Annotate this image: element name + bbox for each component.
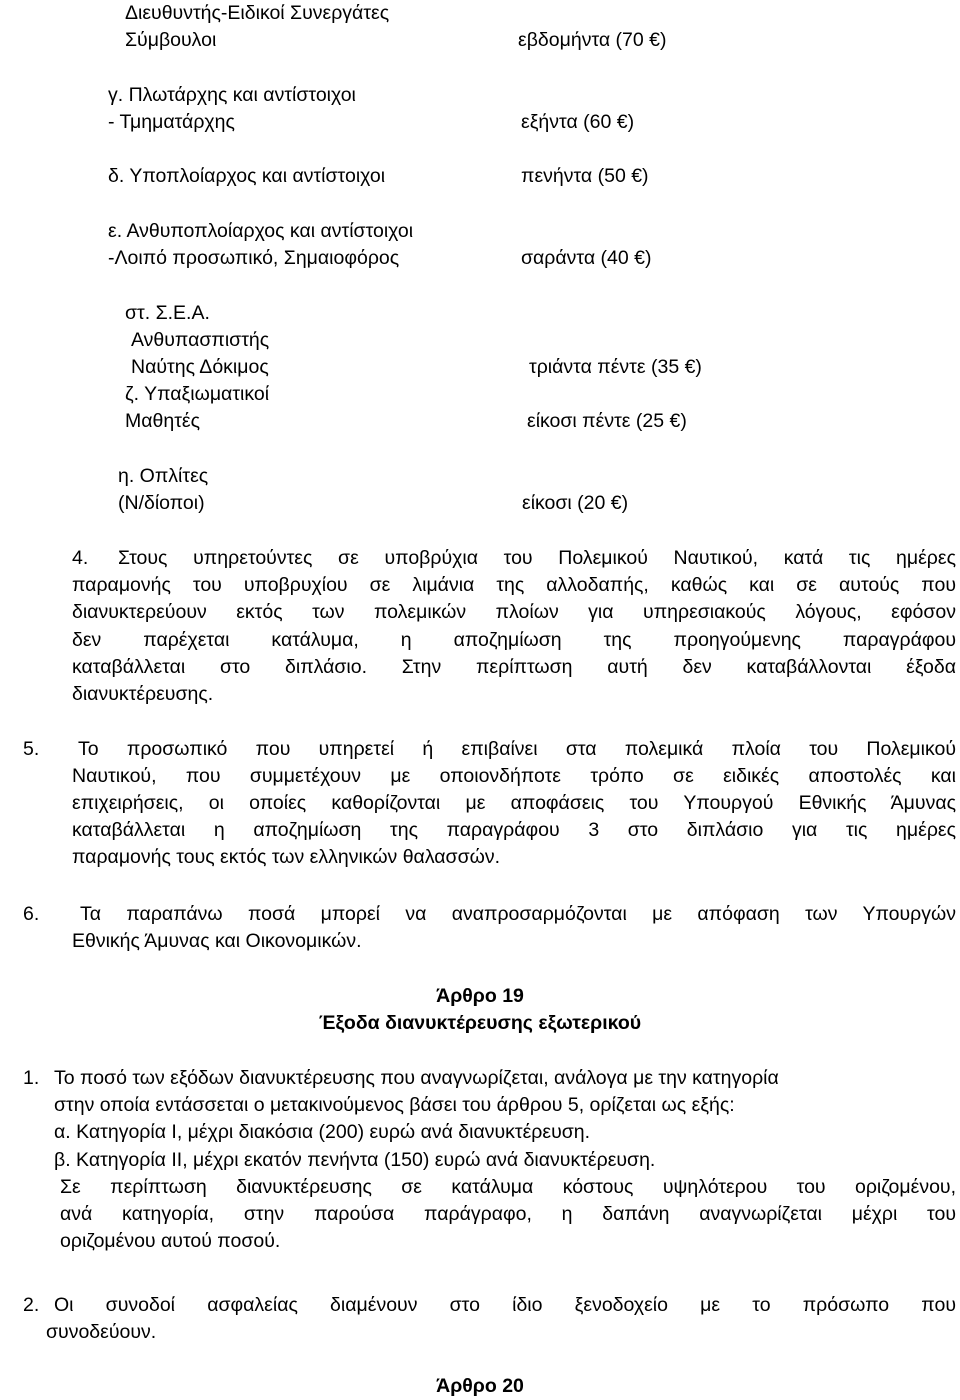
paragraph-line: διανυκτερεύουν εκτός των πολεμικών πλοίων για υπηρεσιακούς λόγους, εφόσον [72,601,956,623]
rate-amount: εβδομήντα (70 €) [518,29,667,51]
paragraph-number: 4. [72,547,89,569]
rate-label: Σύμβουλοι [125,29,217,51]
paragraph-line: επιχειρήσεις, οι οποίες καθορίζονται με αποφάσεις του Υπουργού Εθνικής Άμυνας [72,792,956,814]
article-20-title: Άρθρο 20 [436,1375,524,1397]
paragraph-line: Το προσωπικό που υπηρετεί ή επιβαίνει στα πολεμικά πλοία του Πολεμικού [78,738,956,760]
paragraph-number: 5. [23,738,40,760]
rate-amount: πενήντα (50 €) [521,165,649,187]
rate-amount: εξήντα (60 €) [521,111,635,133]
rate-label: γ. Πλωτάρχης και αντίστοιχοι [108,84,356,106]
paragraph-line: Εθνικής Άμυνας και Οικονομικών. [72,930,362,952]
rate-label: Ανθυπασπιστής [131,329,270,351]
paragraph-line: Τα παραπάνω ποσά μπορεί να αναπροσαρμόζονται με απόφαση των Υπουργών [80,903,956,925]
paragraph-line: δεν παρέχεται κατάλυμα, η αποζημίωση της προηγούμενης παραγράφου [72,629,956,651]
rate-label: (Ν/δίοποι) [118,492,205,514]
article-19-subtitle: Έξοδα διανυκτέρευσης εξωτερικού [318,1012,642,1034]
paragraph-line: παραμονής τους εκτός των ελληνικών θαλασσών. [72,846,501,868]
paragraph-number: 6. [23,903,40,925]
paragraph-number: 1. [23,1067,40,1089]
paragraph-line: α. Κατηγορία Ι, μέχρι διακόσια (200) ευρώ ανά διανυκτέρευση. [54,1121,591,1143]
rate-label: ζ. Υπαξιωματικοί [125,383,270,405]
paragraph-number: 2. [23,1294,40,1316]
rate-amount: τριάντα πέντε (35 €) [529,356,702,378]
paragraph-line: διανυκτέρευσης. [72,683,214,705]
rate-amount: σαράντα (40 €) [521,247,652,269]
paragraph-line: καταβάλλεται η αποζημίωση της παραγράφου 3 στο διπλάσιο για τις ημέρες [72,819,956,841]
rate-label: δ. Υποπλοίαρχος και αντίστοιχοι [108,165,386,187]
rate-label: - Τμηματάρχης [108,111,235,133]
rate-label: ε. Ανθυποπλοίαρχος και αντίστοιχοι [108,220,414,242]
paragraph-line: συνοδεύουν. [46,1321,157,1343]
paragraph-line: ανά κατηγορία, στην παρούσα παράγραφο, η δαπάνη αναγνωρίζεται μέχρι του [60,1203,956,1225]
rate-label: -Λοιπό προσωπικό, Σημαιοφόρος [108,247,400,269]
rate-amount: είκοσι (20 €) [522,492,629,514]
rate-label: Ναύτης Δόκιμος [131,356,269,378]
paragraph-line: Το ποσό των εξόδων διανυκτέρευσης που αναγνωρίζεται, ανάλογα με την κατηγορία [54,1067,779,1089]
paragraph-line: οριζομένου αυτού ποσού. [60,1230,281,1252]
rate-label: η. Οπλίτες [118,465,209,487]
paragraph-line: παραμονής του υποβρυχίου σε λιμάνια της αλλοδαπής, καθώς και σε αυτούς που [72,574,956,596]
rate-label: Μαθητές [125,410,201,432]
paragraph-line: στην οποία εντάσσεται ο μετακινούμενος βάσει του άρθρου 5, ορίζεται ως εξής: [54,1094,735,1116]
paragraph-line: Οι συνοδοί ασφαλείας διαμένουν στο ίδιο ξενοδοχείο με το πρόσωπο που [54,1294,956,1316]
rate-label: στ. Σ.Ε.Α. [125,302,210,324]
paragraph-line: β. Κατηγορία ΙΙ, μέχρι εκατόν πενήντα (150) ευρώ ανά διανυκτέρευση. [54,1149,656,1171]
rate-label: Διευθυντής-Ειδικοί Συνεργάτες [125,2,390,24]
paragraph-line: Ναυτικού, που συμμετέχουν με οποιονδήποτε τρόπο σε ειδικές αποστολές και [72,765,956,787]
rate-amount: είκοσι πέντε (25 €) [527,410,687,432]
article-19-title: Άρθρο 19 [436,985,524,1007]
paragraph-line: Σε περίπτωση διανυκτέρευσης σε κατάλυμα κόστους υψηλότερου του οριζομένου, [60,1176,956,1198]
paragraph-line: Στους υπηρετούντες σε υποβρύχια του Πολεμικού Ναυτικού, κατά τις ημέρες [118,547,956,569]
paragraph-line: καταβάλλεται στο διπλάσιο. Στην περίπτωση αυτή δεν καταβάλλονται έξοδα [72,656,956,678]
